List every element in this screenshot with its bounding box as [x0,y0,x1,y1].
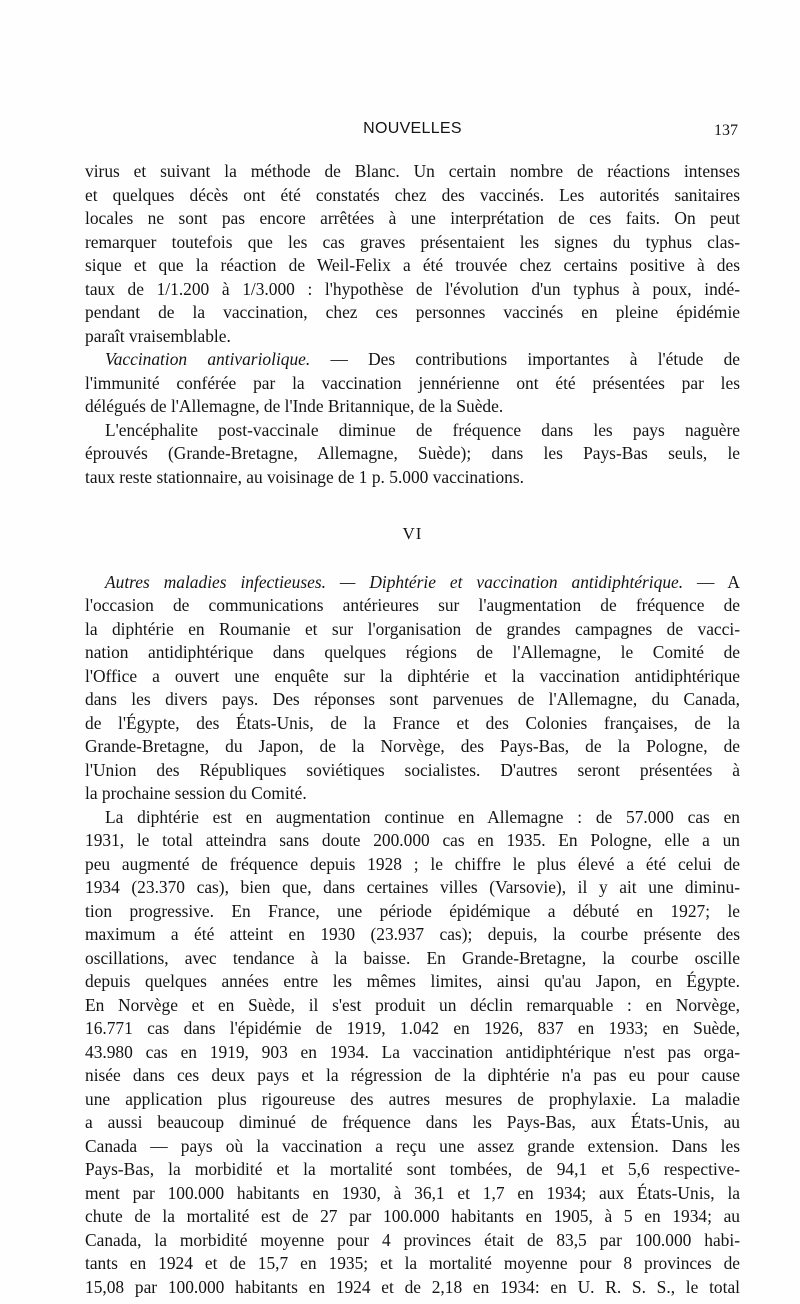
text-line: Canada — pays où la vaccination a reçu une assez grande extension. Dans les [85,1135,740,1156]
page-body [85,160,740,1299]
text-line: peu augmenté de fréquence depuis 1928 ; le chiffre le plus élevé a été celui de [85,853,740,874]
text-line: remarquer toutefois que les cas graves présentaient les signes du typhus clas- [85,231,740,252]
text-line: Grande-Bretagne, du Japon, de la Norvège, des Pays-Bas, de la Pologne, de [85,736,740,756]
text-line: maximum a été atteint en 1930 (23.937 cas); depuis, la courbe présente des [85,924,740,944]
paragraph-typhus-vaccine [85,160,740,348]
text-line: l'immunité conférée par la vaccination jennérienne ont été présentées par les [85,372,740,393]
text-line: En Norvège et en Suède, il s'est produit un déclin remarquable : en Norvège, [85,994,740,1015]
text-line: éprouvés (Grande-Bretagne, Allemagne, Suède); dans les Pays-Bas seuls, le [85,443,740,463]
running-title: NOUVELLES [363,120,462,137]
page-header [85,118,740,142]
text-line [85,571,740,595]
text-line: la prochaine session du Comité. [85,783,307,803]
paragraph-diphterie-intro [85,571,740,806]
text-line: pendant de la vaccination, chez ces personnes vaccinés en pleine épidémie [85,302,740,322]
text-line: l'Union des Républiques soviétiques socialistes. D'autres seront présentées à [85,759,740,780]
text-line: la diphtérie en Roumanie et sur l'organisation de grandes campagnes de vacci- [85,618,740,639]
page-number: 137 [714,122,738,139]
text-line: Canada, la morbidité moyenne pour 4 provinces était de 83,5 par 100.000 habi- [85,1229,740,1250]
text-line: une application plus rigoureuse des autres mesures de prophylaxie. La maladie [85,1088,740,1109]
text-line: 43.980 cas en 1919, 903 en 1934. La vaccination antidiphtérique n'est pas orga- [85,1041,740,1062]
paragraph-heading: Vaccination antivariolique. [105,349,311,369]
paragraph-diphterie-statistics [85,806,740,1300]
text-line: tion progressive. En France, une période épidémique a débuté en 1927; le [85,900,740,921]
text-line: taux de 1/1.200 à 1/3.000 : l'hypothèse de l'évolution d'un typhus à poux, indé- [85,278,740,299]
text-line: et quelques décès ont été constatés chez des vaccinés. Les autorités sanitaires [85,184,740,205]
paragraph-heading: Autres maladies infectieuses. — Diphtérie et vaccination antidiphtérique. [105,571,684,592]
text-line: Pays-Bas, la morbidité et la mortalité sont tombées, de 94,1 et 5,6 respective- [85,1159,740,1179]
text-line: tants en 1924 et de 15,7 en 1935; et la mortalité moyenne pour 8 provinces de [85,1253,740,1273]
text-line: L'encéphalite post-vaccinale diminue de fréquence dans les pays naguère [105,419,740,440]
text-line: 1931, le total atteindra sans doute 200.000 cas en 1935. En Pologne, elle a un [85,830,740,850]
text-line: chute de la mortalité est de 27 par 100.000 habitants en 1905, à 5 en 1934; au [85,1206,740,1226]
heading-continuation: — A [683,571,740,592]
text-line: a aussi beaucoup diminué de fréquence dans les Pays-Bas, aux États-Unis, au [85,1112,740,1132]
text-line: l'occasion de communications antérieures sur l'augmentation de fréquence de [85,595,740,615]
text-line: dans les divers pays. Des réponses sont parvenues de l'Allemagne, du Canada, [85,689,740,709]
text-line: délégués de l'Allemagne, de l'Inde Britannique, de la Suède. [85,396,504,416]
paragraph-vaccination-antivariolique [85,348,740,419]
text-line: taux reste stationnaire, au voisinage de 1 p. 5.000 vaccinations. [85,466,524,487]
text-line: paraît vraisemblable. [85,325,231,346]
text-line: 15,08 par 100.000 habitants en 1924 et de 2,18 en 1934: en U. R. S. S., le total [85,1276,740,1297]
text-line: depuis quelques années entre les mêmes limites, ainsi qu'au Japon, en Égypte. [85,971,740,991]
text-line: 1934 (23.370 cas), bien que, dans certaines villes (Varsovie), il y ait une diminu- [85,877,740,897]
paragraph-encephalite [85,419,740,490]
text-line: 16.771 cas dans l'épidémie de 1919, 1.042 en 1926, 837 en 1933; en Suède, [85,1018,740,1038]
text-line: nisée dans ces deux pays et la régression de la diphtérie n'a pas eu pour cause [85,1065,740,1085]
text-line: l'Office a ouvert une enquête sur la diphtérie et la vaccination antidiphtérique [85,665,740,686]
text-line: locales ne sont pas encore arrêtées à une interprétation de ces faits. On peut [85,208,740,228]
text-line: ment par 100.000 habitants en 1930, à 36,1 et 1,7 en 1934; aux États-Unis, la [85,1182,740,1203]
text-line: de l'Égypte, des États-Unis, de la France et des Colonies françaises, de la [85,712,740,733]
text-line: sique et que la réaction de Weil-Felix a été trouvée chez certains positive à des [85,255,740,275]
heading-continuation: — Des contributions importantes à l'étude de [310,349,740,369]
text-line: virus et suivant la méthode de Blanc. Un certain nombre de réactions intenses [85,161,740,181]
text-line: nation antidiphtérique dans quelques régions de l'Allemagne, le Comité de [85,642,740,662]
text-line: La diphtérie est en augmentation continue en Allemagne : de 57.000 cas en [105,806,740,827]
section-number: VI [402,524,423,543]
text-line [85,348,740,372]
text-line: oscillations, avec tendance à la baisse. En Grande-Bretagne, la courbe oscille [85,947,740,968]
